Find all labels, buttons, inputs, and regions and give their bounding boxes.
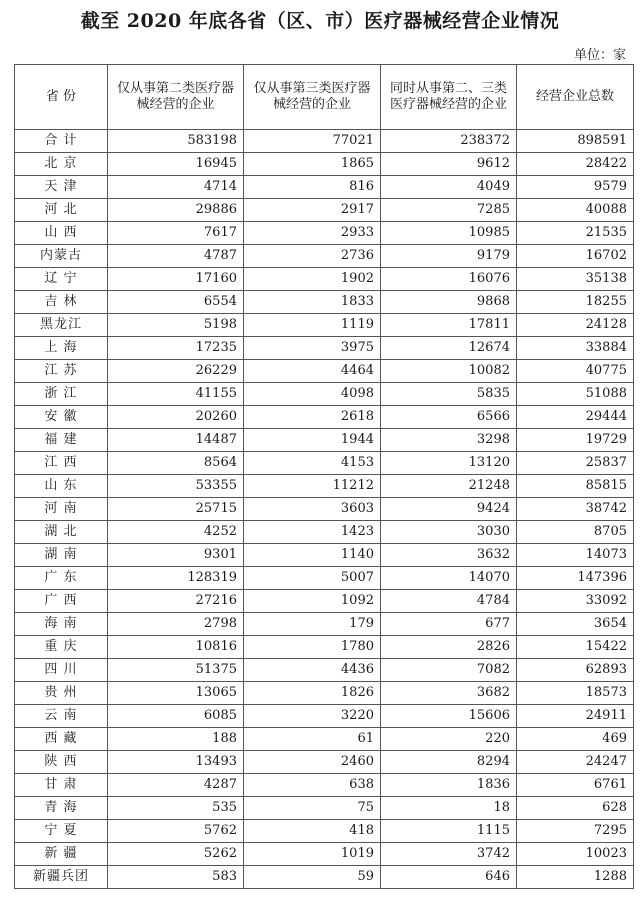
value-cell: 27216 (108, 590, 244, 613)
value-cell: 4787 (108, 245, 244, 268)
value-cell: 9179 (381, 245, 517, 268)
table-row (15, 475, 634, 498)
value-cell: 3742 (381, 843, 517, 866)
province-cell: 宁 夏 (15, 820, 108, 843)
table-row (15, 636, 634, 659)
value-cell: 147396 (517, 567, 634, 590)
enterprise-table (14, 64, 634, 889)
value-cell: 7617 (108, 222, 244, 245)
value-cell: 51088 (517, 383, 634, 406)
value-cell: 17235 (108, 337, 244, 360)
value-cell: 1119 (244, 314, 381, 337)
value-cell: 1836 (381, 774, 517, 797)
value-cell: 6085 (108, 705, 244, 728)
header-class2-only: 仅从事第二类医疗器械经营的企业 (108, 65, 244, 130)
value-cell: 18255 (517, 291, 634, 314)
table-row (15, 866, 634, 889)
table-row (15, 314, 634, 337)
value-cell: 4049 (381, 176, 517, 199)
value-cell: 11212 (244, 475, 381, 498)
province-cell: 山 东 (15, 475, 108, 498)
value-cell: 3632 (381, 544, 517, 567)
value-cell: 18 (381, 797, 517, 820)
header-total: 经营企业总数 (517, 65, 634, 130)
province-cell: 甘 肃 (15, 774, 108, 797)
value-cell: 1092 (244, 590, 381, 613)
value-cell: 583 (108, 866, 244, 889)
province-cell: 合 计 (15, 130, 108, 153)
table-row (15, 521, 634, 544)
province-cell: 湖 南 (15, 544, 108, 567)
value-cell: 24128 (517, 314, 634, 337)
value-cell: 4287 (108, 774, 244, 797)
value-cell: 10816 (108, 636, 244, 659)
header-class3-only: 仅从事第三类医疗器械经营的企业 (244, 65, 381, 130)
value-cell: 1140 (244, 544, 381, 567)
province-cell: 内蒙古 (15, 245, 108, 268)
value-cell: 4252 (108, 521, 244, 544)
table-row (15, 337, 634, 360)
value-cell: 29886 (108, 199, 244, 222)
table-row (15, 360, 634, 383)
value-cell: 3298 (381, 429, 517, 452)
value-cell: 8294 (381, 751, 517, 774)
value-cell: 25837 (517, 452, 634, 475)
table-row (15, 153, 634, 176)
value-cell: 10985 (381, 222, 517, 245)
table-row (15, 567, 634, 590)
province-cell: 北 京 (15, 153, 108, 176)
value-cell: 38742 (517, 498, 634, 521)
value-cell: 41155 (108, 383, 244, 406)
value-cell: 1115 (381, 820, 517, 843)
value-cell: 1944 (244, 429, 381, 452)
value-cell: 17811 (381, 314, 517, 337)
province-cell: 广 东 (15, 567, 108, 590)
table-row (15, 659, 634, 682)
value-cell: 5262 (108, 843, 244, 866)
table-row (15, 705, 634, 728)
value-cell: 4436 (244, 659, 381, 682)
value-cell: 62893 (517, 659, 634, 682)
value-cell: 28422 (517, 153, 634, 176)
value-cell: 40775 (517, 360, 634, 383)
table-row (15, 222, 634, 245)
value-cell: 3975 (244, 337, 381, 360)
province-cell: 广 西 (15, 590, 108, 613)
table-row (15, 797, 634, 820)
table-row (15, 291, 634, 314)
value-cell: 4464 (244, 360, 381, 383)
value-cell: 16076 (381, 268, 517, 291)
value-cell: 75 (244, 797, 381, 820)
value-cell: 628 (517, 797, 634, 820)
value-cell: 1019 (244, 843, 381, 866)
value-cell: 2933 (244, 222, 381, 245)
value-cell: 13493 (108, 751, 244, 774)
province-cell: 河 北 (15, 199, 108, 222)
value-cell: 677 (381, 613, 517, 636)
header-row (15, 65, 634, 130)
value-cell: 5007 (244, 567, 381, 590)
province-cell: 重 庆 (15, 636, 108, 659)
table-row (15, 199, 634, 222)
table-row (15, 751, 634, 774)
value-cell: 14070 (381, 567, 517, 590)
value-cell: 59 (244, 866, 381, 889)
value-cell: 583198 (108, 130, 244, 153)
value-cell: 13065 (108, 682, 244, 705)
province-cell: 山 西 (15, 222, 108, 245)
table-row (15, 682, 634, 705)
value-cell: 1833 (244, 291, 381, 314)
table-row (15, 406, 634, 429)
table-row (15, 613, 634, 636)
table-row (15, 728, 634, 751)
province-cell: 江 苏 (15, 360, 108, 383)
province-cell: 福 建 (15, 429, 108, 452)
table-row (15, 544, 634, 567)
value-cell: 898591 (517, 130, 634, 153)
value-cell: 2736 (244, 245, 381, 268)
value-cell: 24247 (517, 751, 634, 774)
value-cell: 1902 (244, 268, 381, 291)
value-cell: 6554 (108, 291, 244, 314)
value-cell: 21535 (517, 222, 634, 245)
value-cell: 10023 (517, 843, 634, 866)
table-row (15, 820, 634, 843)
value-cell: 1288 (517, 866, 634, 889)
value-cell: 17160 (108, 268, 244, 291)
value-cell: 26229 (108, 360, 244, 383)
table-title: 截至 2020 年底各省（区、市）医疗器械经营企业情况 (80, 10, 560, 32)
value-cell: 179 (244, 613, 381, 636)
value-cell: 7295 (517, 820, 634, 843)
value-cell: 2618 (244, 406, 381, 429)
table-row (15, 383, 634, 406)
value-cell: 2798 (108, 613, 244, 636)
value-cell: 10082 (381, 360, 517, 383)
value-cell: 13120 (381, 452, 517, 475)
province-cell: 河 南 (15, 498, 108, 521)
province-cell: 浙 江 (15, 383, 108, 406)
value-cell: 418 (244, 820, 381, 843)
value-cell: 1423 (244, 521, 381, 544)
table-row (15, 843, 634, 866)
province-cell: 云 南 (15, 705, 108, 728)
value-cell: 238372 (381, 130, 517, 153)
value-cell: 61 (244, 728, 381, 751)
value-cell: 4714 (108, 176, 244, 199)
table-row (15, 452, 634, 475)
unit-label: 单位：家 (573, 48, 626, 63)
value-cell: 1826 (244, 682, 381, 705)
value-cell: 3220 (244, 705, 381, 728)
value-cell: 9612 (381, 153, 517, 176)
table-row (15, 498, 634, 521)
value-cell: 24911 (517, 705, 634, 728)
province-cell: 海 南 (15, 613, 108, 636)
value-cell: 5762 (108, 820, 244, 843)
value-cell: 638 (244, 774, 381, 797)
value-cell: 53355 (108, 475, 244, 498)
value-cell: 51375 (108, 659, 244, 682)
value-cell: 77021 (244, 130, 381, 153)
value-cell: 19729 (517, 429, 634, 452)
value-cell: 9424 (381, 498, 517, 521)
header-class2-and-3: 同时从事第二、三类医疗器械经营的企业 (381, 65, 517, 130)
value-cell: 646 (381, 866, 517, 889)
value-cell: 33092 (517, 590, 634, 613)
value-cell: 7285 (381, 199, 517, 222)
province-cell: 西 藏 (15, 728, 108, 751)
value-cell: 8564 (108, 452, 244, 475)
province-cell: 黑龙江 (15, 314, 108, 337)
value-cell: 20260 (108, 406, 244, 429)
value-cell: 2917 (244, 199, 381, 222)
table-row (15, 176, 634, 199)
value-cell: 9868 (381, 291, 517, 314)
value-cell: 9301 (108, 544, 244, 567)
value-cell: 6566 (381, 406, 517, 429)
value-cell: 5198 (108, 314, 244, 337)
value-cell: 1865 (244, 153, 381, 176)
value-cell: 3030 (381, 521, 517, 544)
value-cell: 35138 (517, 268, 634, 291)
province-cell: 天 津 (15, 176, 108, 199)
value-cell: 1780 (244, 636, 381, 659)
table-row (15, 268, 634, 291)
value-cell: 469 (517, 728, 634, 751)
value-cell: 2460 (244, 751, 381, 774)
province-cell: 新疆兵团 (15, 866, 108, 889)
value-cell: 25715 (108, 498, 244, 521)
value-cell: 6761 (517, 774, 634, 797)
value-cell: 7082 (381, 659, 517, 682)
value-cell: 14487 (108, 429, 244, 452)
province-cell: 江 西 (15, 452, 108, 475)
table-row (15, 429, 634, 452)
value-cell: 220 (381, 728, 517, 751)
value-cell: 16945 (108, 153, 244, 176)
value-cell: 18573 (517, 682, 634, 705)
value-cell: 9579 (517, 176, 634, 199)
province-cell: 贵 州 (15, 682, 108, 705)
value-cell: 16702 (517, 245, 634, 268)
value-cell: 4784 (381, 590, 517, 613)
value-cell: 128319 (108, 567, 244, 590)
table-body (15, 130, 634, 889)
value-cell: 4098 (244, 383, 381, 406)
province-cell: 湖 北 (15, 521, 108, 544)
value-cell: 8705 (517, 521, 634, 544)
table-row (15, 774, 634, 797)
province-cell: 上 海 (15, 337, 108, 360)
header-province: 省 份 (15, 65, 108, 130)
value-cell: 15422 (517, 636, 634, 659)
value-cell: 3654 (517, 613, 634, 636)
province-cell: 安 徽 (15, 406, 108, 429)
value-cell: 3682 (381, 682, 517, 705)
value-cell: 15606 (381, 705, 517, 728)
province-cell: 吉 林 (15, 291, 108, 314)
province-cell: 四 川 (15, 659, 108, 682)
province-cell: 辽 宁 (15, 268, 108, 291)
table-row (15, 245, 634, 268)
value-cell: 535 (108, 797, 244, 820)
province-cell: 新 疆 (15, 843, 108, 866)
table-row (15, 590, 634, 613)
value-cell: 85815 (517, 475, 634, 498)
table-row (15, 130, 634, 153)
province-cell: 陕 西 (15, 751, 108, 774)
value-cell: 14073 (517, 544, 634, 567)
province-cell: 青 海 (15, 797, 108, 820)
value-cell: 33884 (517, 337, 634, 360)
value-cell: 816 (244, 176, 381, 199)
value-cell: 2826 (381, 636, 517, 659)
value-cell: 40088 (517, 199, 634, 222)
value-cell: 29444 (517, 406, 634, 429)
value-cell: 4153 (244, 452, 381, 475)
value-cell: 21248 (381, 475, 517, 498)
value-cell: 12674 (381, 337, 517, 360)
value-cell: 3603 (244, 498, 381, 521)
value-cell: 188 (108, 728, 244, 751)
value-cell: 5835 (381, 383, 517, 406)
